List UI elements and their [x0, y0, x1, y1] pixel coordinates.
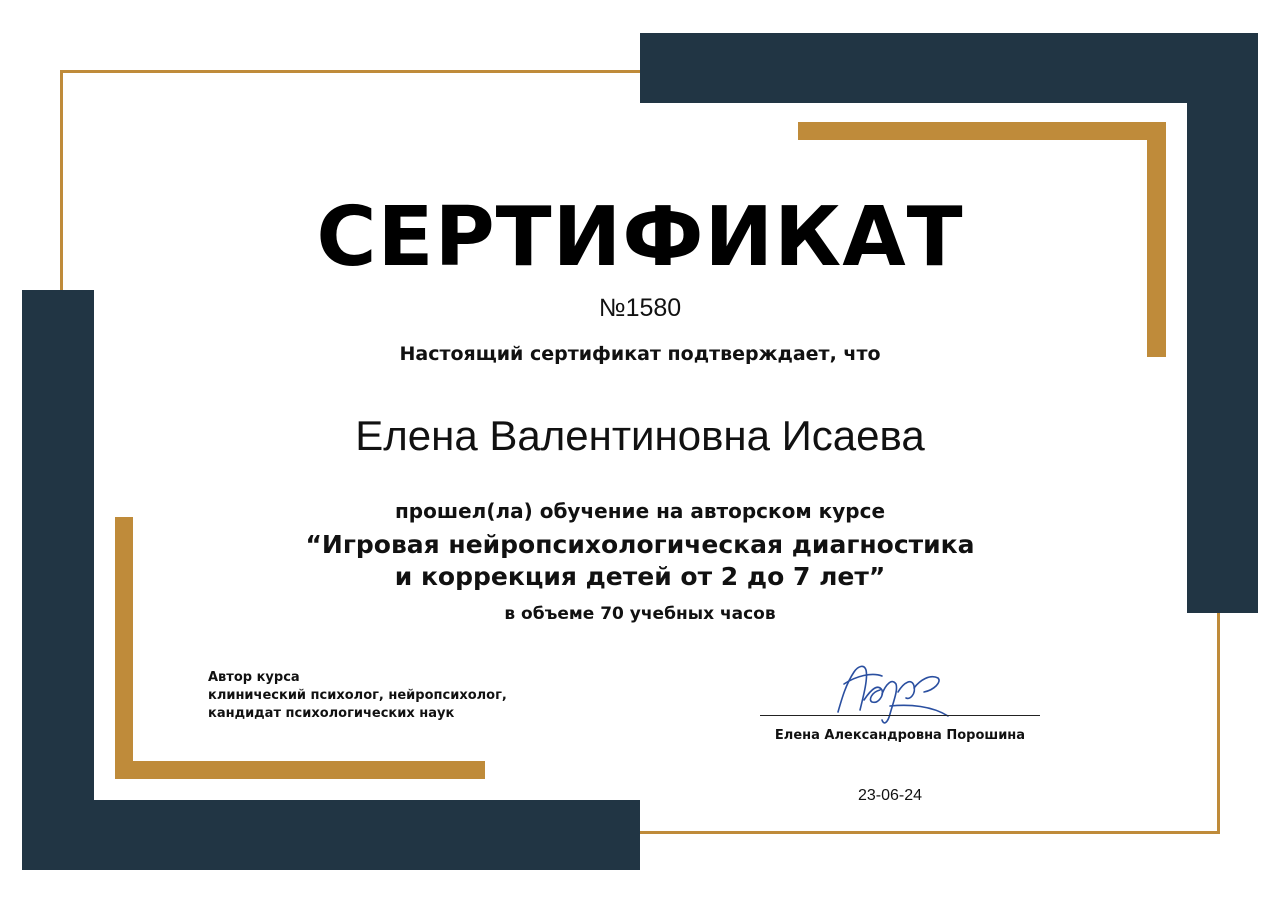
navy-corner-top-bar	[640, 33, 1258, 103]
signature-line	[760, 715, 1040, 716]
author-block	[208, 669, 507, 723]
gold-corner-bottom-bar	[115, 761, 485, 779]
course-name-line-1: “Игровая нейропсихологическая диагностика	[305, 530, 975, 559]
certificate-title: СЕРТИФИКАТ	[316, 190, 964, 285]
certificate-date: 23-06-24	[857, 787, 923, 804]
author-heading: Автор курса	[208, 670, 300, 685]
gold-corner-top-bar	[798, 122, 1166, 140]
certificate-number: №1580	[598, 294, 682, 322]
course-intro-text: прошел(ла) обучение на авторском курсе	[394, 499, 886, 523]
course-name-line-2: и коррекция детей от 2 до 7 лет”	[394, 562, 886, 591]
course-hours: в объеме 70 учебных часов	[504, 604, 776, 624]
course-name	[0, 529, 1280, 593]
author-degree: кандидат психологических наук	[208, 706, 455, 721]
recipient-name: Елена Валентиновна Исаева	[355, 412, 925, 459]
signature-image	[820, 654, 960, 734]
author-role: клинический психолог, нейропсихолог,	[208, 688, 507, 703]
navy-corner-bottom-bar	[22, 800, 640, 870]
confirmation-text: Настоящий сертификат подтверждает, что	[399, 343, 881, 365]
signer-name: Елена Александровна Порошина	[774, 728, 1026, 743]
